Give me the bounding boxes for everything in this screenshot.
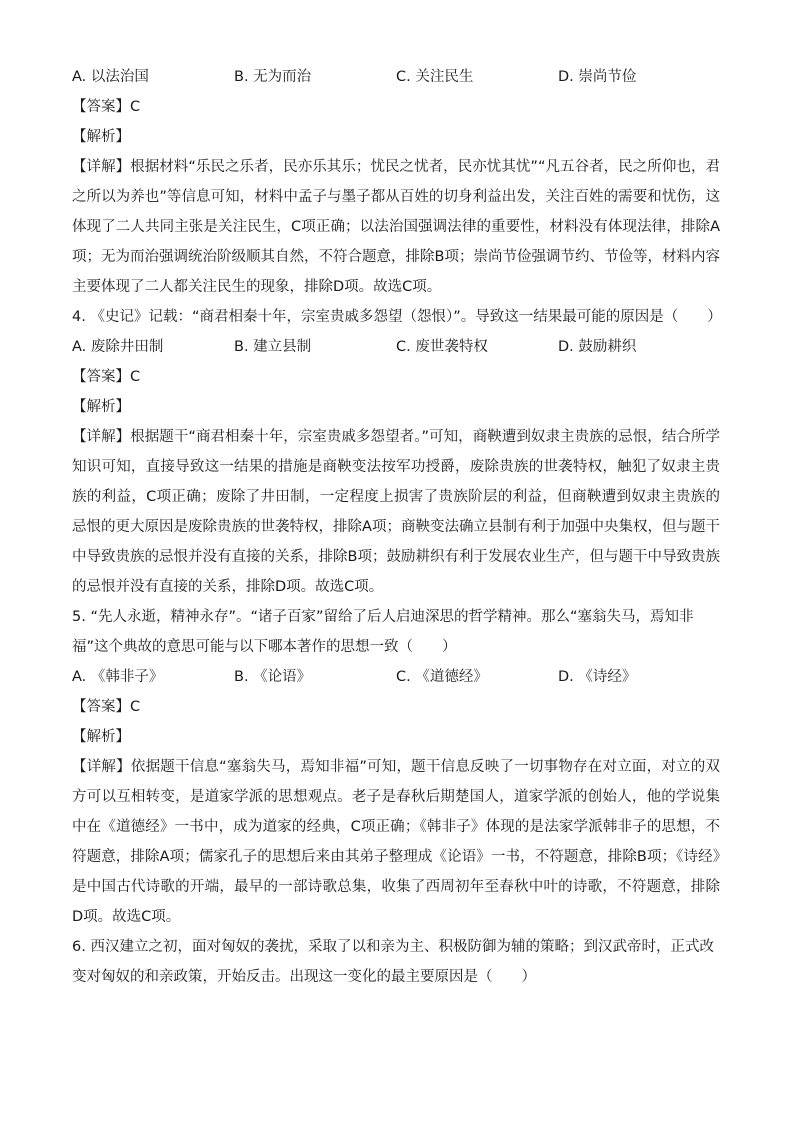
q3-options (72, 62, 720, 92)
q3-analysis-label: 【解析】 (72, 129, 130, 145)
q5-detail: 【详解】依据题干信息“塞翁失马，焉知非福”可知，题干信息反映了一切事物存在对立面，对立的双方可以互相转变，是道家学派的思想观点。老子是春秋后期楚国人，道家学派的创始人，他的学说集中在《道德经》一书中，成为道家的经典，C项正确；《韩非子》体现的是法家学派韩非子的思想，不符题意，排除A项；儒家孔子的思想后来由其弟子整理成《论语》一书，不符题意，排除B项；《诗经》是中国古代诗歌的开端，最早的一部诗歌总集，收集了西周初年至春秋中叶的诗歌，不符题意，排除D项。故选C项。 (72, 759, 720, 925)
q4-answer: 【答案】C (72, 369, 141, 385)
q5-analysis-label: 【解析】 (72, 729, 130, 745)
document-page (72, 62, 720, 992)
q3-detail: 【详解】根据材料“乐民之乐者，民亦乐其乐；忧民之忧者，民亦忧其忧”“凡五谷者，民之所仰也，君之所以为养也”等信息可知，材料中孟子与墨子都从百姓的切身利益出发，关注百姓的需要和忧伤，这体现了二人共同主张是关注民生，C项正确；以法治国强调法律的重要性，材料没有体现法律，排除A项；无为而治强调统治阶级顺其自然，不符合题意，排除B项；崇尚节俭强调节约、节俭等，材料内容主要体现了二人都关注民生的现象，排除D项。故选C项。 (72, 159, 720, 295)
q4-question: 4. 《史记》记载：“商君相秦十年，宗室贵戚多怨望（怨恨）”。导致这一结果最可能的原因是（ ） (72, 309, 722, 325)
q3-answer: 【答案】C (72, 99, 141, 115)
q4-option-d: D. 鼓励耕织 (558, 339, 637, 355)
q4-option-c: C. 废世袭特权 (396, 339, 488, 355)
q5-option-b: B. 《论语》 (234, 669, 312, 685)
q3-option-a: A. 以法治国 (72, 69, 149, 85)
q3-option-c: C. 关注民生 (396, 69, 474, 85)
q4-option-b: B. 建立县制 (234, 339, 312, 355)
q3-option-d: D. 崇尚节俭 (558, 69, 637, 85)
q3-option-b: B. 无为而治 (234, 69, 312, 85)
q5-options (72, 662, 720, 692)
q5-question: 5. “先人永逝，精神永存”。“诸子百家”留给了后人启迪深思的哲学精神。那么“塞翁失马，焉知非福”这个典故的意思可能与以下哪本著作的思想一致（ ） (72, 609, 694, 655)
q6-question: 6. 西汉建立之初，面对匈奴的袭扰，采取了以和亲为主、积极防御为辅的策略；到汉武帝时，正式改变对匈奴的和亲政策，开始反击。出现这一变化的最主要原因是（ ） (72, 939, 714, 985)
q4-option-a: A. 废除井田制 (72, 339, 164, 355)
q4-analysis-label: 【解析】 (72, 399, 130, 415)
q4-options (72, 332, 720, 362)
q5-option-d: D. 《诗经》 (558, 669, 637, 685)
q5-answer: 【答案】C (72, 699, 141, 715)
q5-option-c: C. 《道德经》 (396, 669, 488, 685)
q5-option-a: A. 《韩非子》 (72, 669, 164, 685)
q4-detail: 【详解】根据题干“商君相秦十年，宗室贵戚多怨望者。”可知，商鞅遭到奴隶主贵族的忌恨，结合所学知识可知，直接导致这一结果的措施是商鞅变法按军功授爵，废除贵族的世袭特权，触犯了奴隶主贵族的利益，C项正确；废除了井田制，一定程度上损害了贵族阶层的利益，但商鞅遭到奴隶主贵族的忌恨的更大原因是废除贵族的世袭特权，排除A项；商鞅变法确立县制有利于加强中央集权，但与题干中导致贵族的忌恨并没有直接的关系，排除B项；鼓励耕织有利于发展农业生产，但与题干中导致贵族的忌恨并没有直接的关系，排除D项。故选C项。 (72, 429, 720, 595)
